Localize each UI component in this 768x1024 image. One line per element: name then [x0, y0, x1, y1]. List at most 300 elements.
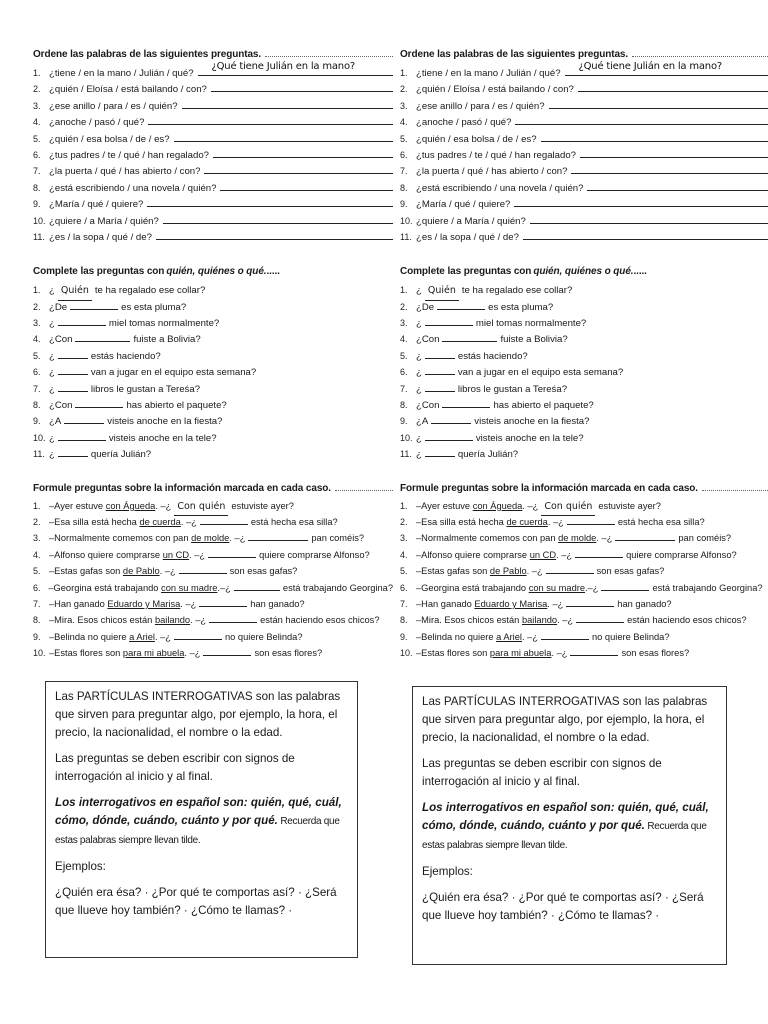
examples-text: ¿Quién era ésa? · ¿Por qué te comportas así? · ¿Será que llueve hoy también? · ¿Cómo te llamas? · [422, 891, 704, 922]
item-question-start: . –¿ [547, 598, 564, 609]
item-question-end: está hecha esa silla? [617, 516, 705, 527]
item-number: 9. [400, 631, 408, 642]
exercise-item [400, 147, 768, 163]
box-interrogatives [422, 799, 717, 855]
section-title-keywords: quién, quiénes o qué. [533, 266, 634, 278]
item-number: 9. [33, 199, 41, 210]
item-number: 7. [400, 166, 408, 177]
item-prefix: ¿Con [49, 400, 73, 412]
item-question-start: . –¿ [180, 598, 197, 609]
handwritten-answer: ¿Qué tiene Julián en la mano? [211, 60, 355, 72]
exercise-item [33, 563, 393, 579]
worksheet-column-left [33, 46, 393, 662]
underlined-info: Eduardo y Marisa [107, 598, 181, 609]
answer-line[interactable] [213, 147, 393, 158]
section-formulate-questions [33, 480, 393, 662]
item-number: 11. [400, 231, 412, 242]
answer-line[interactable] [156, 229, 393, 240]
answer-line[interactable] [565, 60, 768, 76]
item-question-start: . –¿ [556, 549, 573, 560]
underlined-info: a Ariel [129, 631, 155, 642]
item-prefix: ¿ [416, 367, 422, 379]
answer-line[interactable] [541, 131, 768, 142]
answer-blank[interactable] [174, 630, 222, 640]
section-title [33, 480, 393, 494]
exercise-item [400, 60, 768, 81]
answer-blank[interactable] [58, 431, 106, 441]
item-number: 11. [33, 449, 45, 460]
item-question-end: son esas flores? [254, 648, 323, 659]
item-question-end: son esas flores? [621, 648, 690, 659]
item-prompt: ¿tiene / en la mano / Julián / qué? [49, 68, 194, 79]
item-question-end: están haciendo esos chicos? [627, 615, 747, 626]
box-rule: Las preguntas se deben escribir con signos de interrogación al inicio y al final. [422, 757, 662, 788]
item-prefix: ¿A [416, 416, 429, 428]
exercise-item [400, 180, 768, 196]
item-number: 5. [400, 133, 408, 144]
item-number: 9. [400, 416, 408, 427]
answer-blank[interactable] [58, 316, 106, 326]
exercise-item [400, 645, 768, 661]
item-suffix: visteis anoche en la fiesta? [474, 416, 590, 428]
exercise-item [33, 547, 393, 563]
item-prefix: ¿ [416, 350, 422, 362]
interrogatives-list: Los interrogativos en español son: quién, qué, cuál, cómo, dónde, cuándo, cuánto y por qué. [55, 796, 342, 827]
exercise-item [33, 131, 393, 147]
item-number: 5. [33, 566, 41, 577]
item-number: 8. [33, 400, 41, 411]
item-prefix: ¿De [416, 301, 435, 313]
item-number: 7. [400, 598, 408, 609]
item-number: 4. [33, 117, 41, 128]
item-prefix: ¿ [49, 318, 55, 330]
answer-blank[interactable] [209, 613, 257, 623]
exercise-item [400, 282, 768, 298]
exercise-item [33, 612, 393, 628]
item-number: 3. [33, 318, 41, 329]
answer-blank[interactable] [58, 447, 88, 457]
answer-blank[interactable] [575, 548, 623, 558]
item-number: 1. [400, 285, 408, 296]
item-statement: –Esa silla está hecha [49, 516, 140, 527]
item-prompt: ¿quién / Eloísa / está bailando / con? [49, 84, 207, 96]
exercise-list [400, 60, 768, 245]
item-number: 5. [400, 566, 408, 577]
section-title-text: Formule preguntas sobre la información marcada en cada caso. [33, 482, 331, 494]
answer-blank[interactable] [566, 597, 614, 607]
exercise-item [400, 612, 768, 628]
item-number: 3. [400, 533, 408, 544]
exercise-item [33, 196, 393, 212]
exercise-item [400, 331, 768, 347]
item-number: 6. [33, 149, 41, 160]
answer-blank[interactable] [541, 630, 589, 640]
item-number: 6. [33, 582, 41, 593]
info-box-left [45, 681, 358, 958]
exercise-item [400, 98, 768, 114]
item-question-start: . –¿ [551, 648, 568, 659]
item-number: 2. [400, 84, 408, 95]
item-prompt: ¿quién / Eloísa / está bailando / con? [416, 84, 574, 96]
answer-line[interactable] [571, 163, 768, 174]
answer-blank[interactable] [58, 382, 88, 392]
item-number: 1. [33, 285, 41, 296]
item-prompt: ¿quiere / a María / quién? [49, 215, 159, 227]
item-question-start: . –¿ [229, 533, 246, 544]
item-question-start: . –¿ [184, 648, 201, 659]
section-title-text: Ordene las palabras de las siguientes preguntas. [400, 49, 629, 60]
item-number: 2. [400, 516, 408, 527]
exercise-item [400, 81, 768, 97]
item-prefix: ¿ [49, 367, 55, 379]
item-number: 3. [400, 100, 408, 111]
item-prefix: ¿ [416, 449, 422, 461]
answer-line[interactable] [514, 196, 768, 207]
answer-blank[interactable] [75, 398, 123, 408]
exercise-item [33, 430, 393, 446]
underlined-info: con su madre [528, 582, 586, 593]
item-suffix: visteis anoche en la tele? [475, 432, 584, 444]
answer-blank[interactable] [442, 332, 497, 342]
item-question-end: quiere comprarse Alfonso? [259, 549, 370, 560]
item-suffix: visteis anoche en la fiesta? [107, 416, 223, 428]
item-number: 4. [400, 334, 408, 345]
item-question-start: . –¿ [547, 516, 564, 527]
item-number: 8. [400, 400, 408, 411]
item-prefix: ¿ [49, 350, 55, 362]
answer-blank[interactable] [615, 531, 675, 541]
item-prompt: ¿tiene / en la mano / Julián / qué? [416, 68, 561, 79]
item-number: 11. [400, 449, 412, 460]
section-title [400, 480, 768, 494]
item-prefix: ¿A [49, 416, 62, 428]
exercise-item [33, 81, 393, 97]
exercise-item [400, 397, 768, 413]
item-statement: –Esa silla está hecha [416, 516, 507, 527]
item-number: 5. [400, 350, 408, 361]
item-question-end: estuviste ayer? [231, 500, 294, 511]
answer-line[interactable] [204, 163, 393, 174]
item-prompt: ¿quién / esa bolsa / de / es? [49, 133, 170, 145]
answer-blank[interactable] [203, 646, 251, 656]
exercise-list [400, 498, 768, 662]
exercise-item [400, 413, 768, 429]
item-number: 9. [400, 199, 408, 210]
underlined-info: para mi abuela [122, 648, 185, 659]
answer-blank[interactable] [442, 398, 490, 408]
item-number: 6. [400, 582, 408, 593]
underlined-info: un CD [162, 549, 190, 560]
item-question-end: no quiere Belinda? [224, 631, 303, 642]
item-number: 4. [400, 549, 408, 560]
item-prefix: ¿Con [416, 400, 440, 412]
exercise-item [33, 114, 393, 130]
item-statement: –Estas flores son [416, 648, 490, 659]
answer-blank[interactable] [425, 431, 473, 441]
answer-line[interactable] [578, 81, 768, 92]
item-number: 6. [33, 367, 41, 378]
item-suffix: fuiste a Bolivia? [133, 334, 201, 346]
answer-blank[interactable] [70, 300, 118, 310]
item-statement: –Georgina está trabajando [48, 582, 162, 593]
underlined-info: con Águeda [472, 500, 523, 511]
section-title-text: Ordene las palabras de las siguientes preguntas. [33, 49, 262, 60]
item-question-start: . –¿ [189, 549, 206, 560]
underlined-info: Eduardo y Marisa [474, 598, 548, 609]
answer-blank[interactable] [567, 515, 615, 525]
answer-blank[interactable] [64, 414, 104, 424]
item-statement: –Belinda no quiere [49, 631, 130, 642]
exercise-list [33, 60, 393, 245]
item-number: 1. [400, 68, 408, 78]
underlined-info: de molde [558, 533, 597, 544]
exercise-item [400, 315, 768, 331]
handwritten-answer[interactable]: Con quién [174, 499, 228, 516]
item-statement: –Estas flores son [49, 648, 123, 659]
examples-heading: Ejemplos: [422, 865, 473, 878]
dotted-line [702, 490, 768, 491]
item-question-start: . –¿ [522, 500, 539, 511]
underlined-info: con su madre [161, 582, 218, 593]
item-prompt: ¿tus padres / te / qué / han regalado? [416, 149, 577, 161]
answer-line[interactable] [523, 229, 768, 240]
item-prompt: ¿anoche / pasó / qué? [49, 117, 145, 129]
info-box-right [412, 686, 727, 965]
section-complete-questions [400, 263, 768, 462]
item-number: 6. [400, 367, 408, 378]
box-rule: Las preguntas se deben escribir con signos de interrogación al inicio y al final. [55, 752, 295, 783]
item-question-start: . –¿ [154, 631, 171, 642]
examples-text: ¿Quién era ésa? · ¿Por qué te comportas así? · ¿Será que llueve hoy también? · ¿Cómo te llamas? · [55, 886, 337, 917]
answer-line[interactable] [147, 196, 393, 207]
item-prompt: ¿la puerta / qué / has abierto / con? [49, 166, 201, 178]
item-prefix: ¿ [49, 383, 55, 395]
item-suffix: quería Julián? [90, 449, 152, 461]
section-title-text: Formule preguntas sobre la información marcada en cada caso. [400, 482, 698, 494]
item-question-start: .–¿ [217, 582, 231, 593]
answer-blank[interactable] [248, 531, 308, 541]
answer-blank[interactable] [425, 382, 455, 392]
handwritten-answer: ¿Qué tiene Julián en la mano? [578, 60, 722, 72]
section-title-keywords: quién, quiénes o qué. [166, 266, 267, 278]
item-number: 1. [400, 500, 408, 511]
underlined-info: a Ariel [496, 631, 522, 642]
item-prefix: ¿ [49, 432, 55, 444]
item-prompt: ¿es / la sopa / qué / de? [416, 231, 519, 243]
exercise-item [400, 629, 768, 645]
item-question-end: está trabajando Georgina? [652, 582, 763, 593]
answer-line[interactable] [549, 98, 768, 109]
answer-blank[interactable] [570, 646, 618, 656]
item-suffix: es esta pluma? [121, 301, 187, 313]
item-statement: –Alfonso quiere comprarse [416, 549, 530, 560]
item-number: 7. [33, 166, 41, 177]
exercise-item [33, 530, 393, 546]
exercise-item [400, 213, 768, 229]
section-complete-questions [33, 263, 393, 462]
answer-blank[interactable] [431, 414, 471, 424]
item-question-end: son esas gafas? [229, 566, 298, 577]
item-suffix: has abierto el paquete? [493, 400, 594, 412]
exercise-item [400, 196, 768, 212]
exercise-item [33, 315, 393, 331]
answer-blank[interactable] [234, 581, 280, 591]
answer-line[interactable] [515, 114, 768, 125]
item-number: 7. [33, 598, 41, 609]
exercise-item [400, 563, 768, 579]
answer-blank[interactable] [200, 515, 248, 525]
answer-blank[interactable] [425, 349, 455, 359]
exercise-item [400, 547, 768, 563]
item-statement: –Mira. Esos chicos están [49, 615, 155, 626]
handwritten-answer[interactable]: Quién [58, 283, 92, 300]
item-prefix: ¿ [49, 449, 55, 461]
item-question-end: quiere comprarse Alfonso? [626, 549, 737, 560]
exercise-item [33, 213, 393, 229]
item-prompt: ¿ese anillo / para / es / quién? [49, 100, 178, 112]
section-title [33, 263, 393, 277]
item-question-end: no quiere Belinda? [591, 631, 670, 642]
item-suffix: te ha regalado ese collar? [94, 285, 206, 297]
item-prompt: ¿María / qué / quiere? [49, 199, 144, 211]
answer-line[interactable] [220, 180, 393, 191]
answer-line[interactable] [163, 213, 393, 224]
exercise-item [33, 397, 393, 413]
item-number: 8. [400, 182, 408, 193]
item-question-end: pan coméis? [311, 533, 365, 544]
item-question-start: . –¿ [159, 566, 176, 577]
item-question-start: .–¿ [585, 582, 599, 593]
item-prompt: ¿María / qué / quiere? [416, 199, 511, 211]
handwritten-answer[interactable]: Quién [425, 283, 459, 300]
exercise-list [400, 282, 768, 462]
exercise-item [400, 114, 768, 130]
exercise-item [33, 596, 393, 612]
item-suffix: visteis anoche en la tele? [108, 432, 217, 444]
underlined-info: de cuerda [139, 516, 181, 527]
item-question-end: han ganado? [250, 598, 305, 609]
exercise-item [400, 446, 768, 462]
exercise-item [33, 98, 393, 114]
answer-line[interactable] [211, 81, 393, 92]
answer-line[interactable] [530, 213, 768, 224]
answer-line[interactable] [587, 180, 768, 191]
answer-blank[interactable] [576, 613, 624, 623]
item-statement: –Belinda no quiere [416, 631, 497, 642]
answer-blank[interactable] [437, 300, 485, 310]
exercise-item [400, 498, 768, 514]
item-number: 10. [400, 432, 413, 443]
section-title-dots: ..... [266, 266, 280, 278]
item-question-start: . –¿ [190, 615, 207, 626]
item-number: 7. [400, 383, 408, 394]
box-interrogatives [55, 794, 348, 850]
item-number: 11. [33, 231, 45, 242]
answer-blank[interactable] [58, 365, 88, 375]
item-suffix: fuiste a Bolivia? [500, 334, 568, 346]
underlined-info: bailando [521, 615, 558, 626]
exercise-item [33, 580, 393, 596]
item-question-start: . –¿ [526, 566, 543, 577]
exercise-item [33, 331, 393, 347]
exercise-item [400, 530, 768, 546]
exercise-item [400, 299, 768, 315]
answer-blank[interactable] [179, 564, 227, 574]
answer-blank[interactable] [546, 564, 594, 574]
exercise-item [400, 229, 768, 245]
exercise-item [33, 299, 393, 315]
exercise-item [33, 282, 393, 298]
answer-line[interactable] [198, 60, 393, 76]
underlined-info: de Pablo [489, 566, 527, 577]
item-number: 9. [33, 416, 41, 427]
item-suffix: te ha regalado ese collar? [461, 285, 573, 297]
item-prefix: ¿ [416, 383, 422, 395]
exercise-item [400, 163, 768, 179]
item-prompt: ¿quién / esa bolsa / de / es? [416, 133, 537, 145]
answer-line[interactable] [174, 131, 393, 142]
exercise-item [33, 180, 393, 196]
item-question-start: . –¿ [180, 516, 197, 527]
exercise-item [33, 514, 393, 530]
item-prefix: ¿ [416, 285, 422, 297]
exercise-item [33, 147, 393, 163]
exercise-item [400, 348, 768, 364]
underlined-info: con Águeda [105, 500, 156, 511]
item-prefix: ¿De [49, 301, 68, 313]
item-number: 4. [400, 117, 408, 128]
item-number: 4. [33, 549, 41, 560]
section-title-text: Complete las preguntas con [400, 266, 532, 278]
item-number: 2. [33, 301, 41, 312]
item-number: 2. [33, 516, 41, 527]
item-number: 10. [33, 432, 46, 443]
exercise-item [33, 645, 393, 661]
answer-blank[interactable] [75, 332, 130, 342]
exercise-item [33, 446, 393, 462]
item-number: 8. [33, 182, 41, 193]
section-title-text: Complete las preguntas con [33, 266, 165, 278]
item-number: 7. [33, 383, 41, 394]
item-question-start: . –¿ [596, 533, 613, 544]
answer-blank[interactable] [425, 365, 455, 375]
answer-blank[interactable] [425, 447, 455, 457]
underlined-info: de cuerda [506, 516, 548, 527]
exercise-item [400, 580, 768, 596]
answer-blank[interactable] [601, 581, 649, 591]
item-number: 10. [400, 215, 413, 226]
item-prompt: ¿la puerta / qué / has abierto / con? [416, 166, 568, 178]
item-suffix: quería Julián? [457, 449, 519, 461]
answer-blank[interactable] [208, 548, 256, 558]
item-suffix: miel tomas normalmente? [475, 318, 587, 330]
answer-blank[interactable] [58, 349, 88, 359]
item-prefix: ¿ [49, 285, 55, 297]
item-number: 1. [33, 500, 41, 511]
item-number: 3. [33, 533, 41, 544]
item-number: 10. [33, 215, 46, 226]
answer-blank[interactable] [425, 316, 473, 326]
item-suffix: libros le gustan a Tereśa? [90, 383, 201, 395]
answer-blank[interactable] [199, 597, 247, 607]
section-title-dots: ..... [633, 266, 647, 278]
answer-line[interactable] [182, 98, 393, 109]
handwritten-answer[interactable]: Con quién [541, 499, 595, 516]
answer-line[interactable] [148, 114, 393, 125]
item-statement: –Ayer estuve [49, 500, 106, 511]
box-definition: Las PARTÍCULAS INTERROGATIVAS son las palabras que sirven para preguntar algo, por ejemplo, la hora, el precio, la nacionalidad, el nombre o la edad. [55, 690, 341, 739]
answer-line[interactable] [580, 147, 768, 158]
